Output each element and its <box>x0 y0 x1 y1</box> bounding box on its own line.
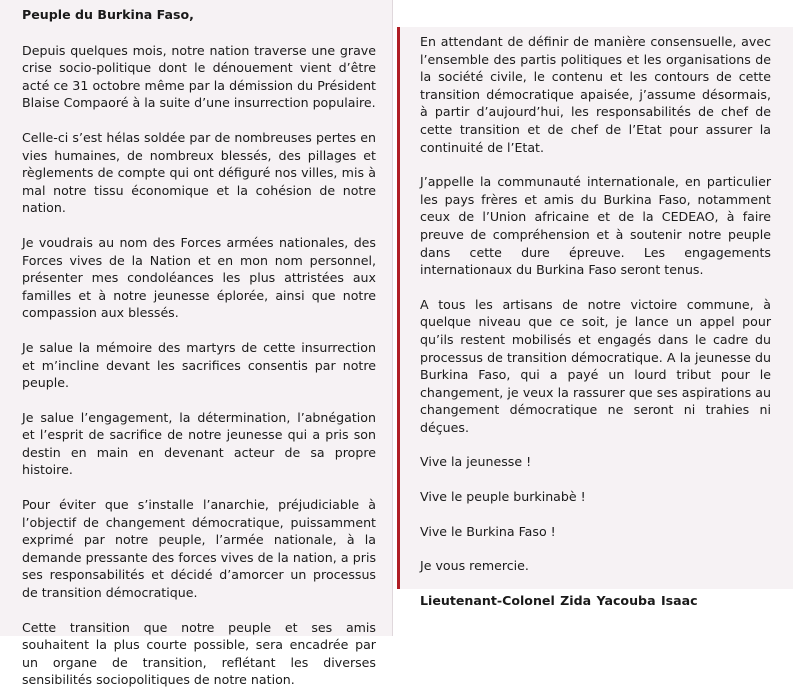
paragraph-international-appeal: J’appelle la communauté internationale, en particulier les pays frères et amis du Burkina Faso, notamment ceux de l’Union africaine et de la CEDEAO, à faire preuve de compréhension et à soutenir notre peuple dans cette dure épreuve. Les engagements internationaux du Burkina Faso seront tenus. <box>420 174 771 278</box>
address-heading: Peuple du Burkina Faso, <box>22 7 194 22</box>
paragraph-losses: Celle-ci s’est hélas soldée par de nombreuses pertes en vies humaines, de nombreux blessés, des pillages et règlements de compte qui ont défiguré nos villes, mis à mal notre tissu économique et la cohésion de notre nation. <box>22 129 376 216</box>
closing-country: Vive le Burkina Faso ! <box>420 523 556 539</box>
paragraph-head-of-state: En attendant de définir de manière consensuelle, avec l’ensemble des partis politiques et les organisations de la société civile, le contenu et les contours de cette transition démocratique apaisée, j’assume désormais, à partir d’aujourd’hui, les responsabilités de chef de cette transition et de chef de l’Etat pour assurer la continuité de l’Etat. <box>420 34 771 155</box>
closing-people: Vive le peuple burkinabè ! <box>420 489 586 505</box>
closing-youth: Vive la jeunesse ! <box>420 454 532 470</box>
paragraph-condolences: Je voudrais au nom des Forces armées nationales, des Forces vives de la Nation et en mon nom personnel, présenter mes condoléances les plus attristées aux familles et à notre jeunesse éplorée, ainsi que notre compassion aux blessés. <box>22 234 376 321</box>
left-text-column <box>0 0 393 688</box>
paragraph-transition-start: Pour éviter que s’installe l’anarchie, préjudiciable à l’objectif de changement démocratique, puissamment exprimé par notre peuple, l’armée nationale, à la demande pressante des forces vives de la nation, a pris ses responsabilités et décidé d’amorcer un processus de transition démocratique. <box>22 497 376 601</box>
signature: Lieutenant-Colonel Zida Yacouba Isaac <box>420 592 698 608</box>
paragraph-transition-organ: Cette transition que notre peuple et ses amis souhaitent la plus courte possible, sera encadrée par un organe de transition, reflétant les diverses sensibilités sociopolitiques de notre nation. <box>22 619 376 688</box>
closing-thanks: Je vous remercie. <box>420 558 529 574</box>
paragraph-crisis: Depuis quelques mois, notre nation traverse une grave crise socio-politique dont le dénouement vient d’être acté ce 31 octobre même par la démission du Président Blaise Compaoré à la suite d’une insurrection populaire. <box>22 42 376 111</box>
paragraph-martyrs: Je salue la mémoire des martyrs de cette insurrection et m’incline devant les sacrifices consentis par notre peuple. <box>22 339 376 391</box>
right-text-column <box>397 27 793 608</box>
paragraph-artisans-appeal: A tous les artisans de notre victoire commune, à quelque niveau que ce soit, je lance un appel pour qu’ils restent mobilisés et engagés dans le cadre du processus de transition démocratique. A la jeunesse du Burkina Faso, qui a payé un lourd tribut pour le changement, je veux la rassurer que ses aspirations au changement démocratique ne seront ni trahies ni déçues. <box>420 296 771 435</box>
paragraph-youth-salute: Je salue l’engagement, la détermination, l’abnégation et l’esprit de sacrifice de notre jeunesse qui a pris son destin en main en devenant acteur de sa propre histoire. <box>22 409 376 478</box>
